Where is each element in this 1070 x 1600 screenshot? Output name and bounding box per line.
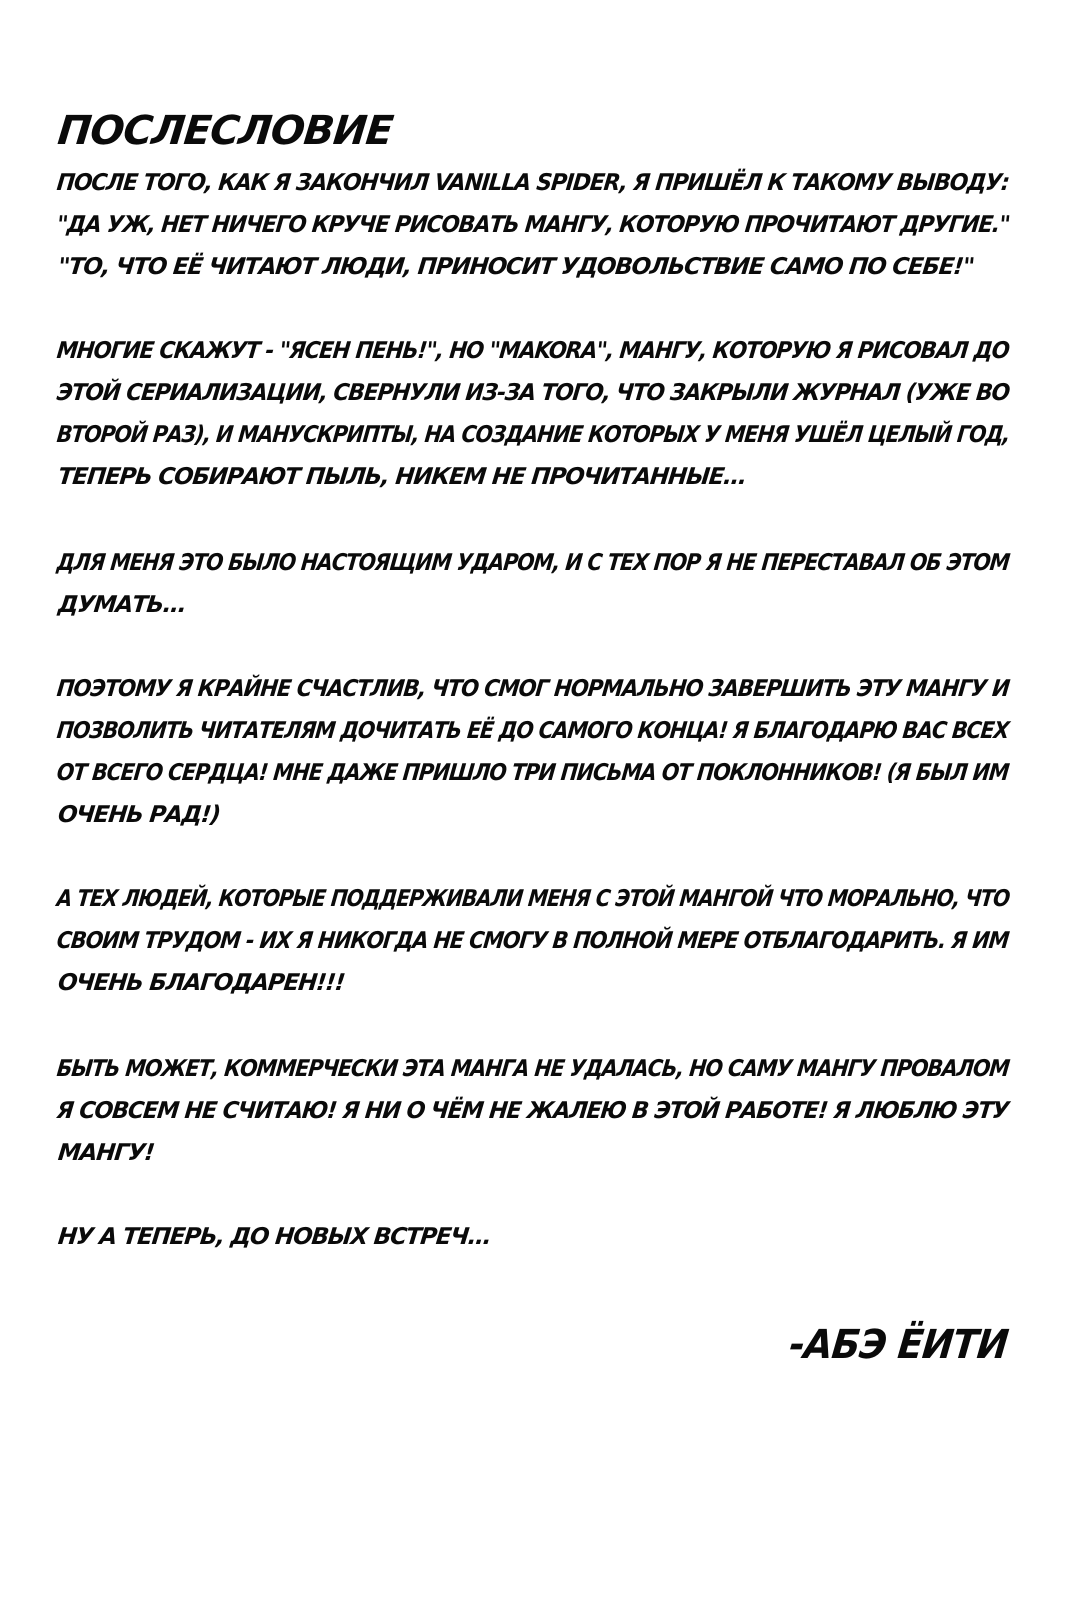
author-signature: -АБЭ ЁИТИ	[787, 1322, 1010, 1368]
text-line: А ТЕХ ЛЮДЕЙ, КОТОРЫЕ ПОДДЕРЖИВАЛИ МЕНЯ С ЭТОЙ МАНГОЙ ЧТО МОРАЛЬНО, ЧТО	[55, 886, 1011, 912]
text-line: ТЕПЕРЬ СОБИРАЮТ ПЫЛЬ, НИКЕМ НЕ ПРОЧИТАННЫЕ...	[56, 464, 748, 490]
text-line: ОЧЕНЬ РАД!)	[56, 802, 222, 828]
text-line: НУ А ТЕПЕРЬ, ДО НОВЫХ ВСТРЕЧ...	[56, 1224, 492, 1250]
text-line: МНОГИЕ СКАЖУТ - "ЯСЕН ПЕНЬ!", НО "MAKORA", МАНГУ, КОТОРУЮ Я РИСОВАЛ ДО	[55, 338, 1011, 364]
text-line: ОТ ВСЕГО СЕРДЦА! МНЕ ДАЖЕ ПРИШЛО ТРИ ПИСЬМА ОТ ПОКЛОННИКОВ! (Я БЫЛ ИМ	[55, 760, 1010, 786]
text-line: "ТО, ЧТО ЕЁ ЧИТАЮТ ЛЮДИ, ПРИНОСИТ УДОВОЛЬСТВИЕ САМО ПО СЕБЕ!"	[56, 254, 975, 280]
text-line: ВТОРОЙ РАЗ), И МАНУСКРИПТЫ, НА СОЗДАНИЕ КОТОРЫХ У МЕНЯ УШЁЛ ЦЕЛЫЙ ГОД,	[55, 422, 1011, 448]
text-line: ПОЭТОМУ Я КРАЙНЕ СЧАСТЛИВ, ЧТО СМОГ НОРМАЛЬНО ЗАВЕРШИТЬ ЭТУ МАНГУ И	[55, 676, 1011, 702]
text-line: "ДА УЖ, НЕТ НИЧЕГО КРУЧЕ РИСОВАТЬ МАНГУ, КОТОРУЮ ПРОЧИТАЮТ ДРУГИЕ."	[55, 212, 1011, 238]
text-line: ЭТОЙ СЕРИАЛИЗАЦИИ, СВЕРНУЛИ ИЗ-ЗА ТОГО, ЧТО ЗАКРЫЛИ ЖУРНАЛ (УЖЕ ВО	[55, 380, 1011, 406]
page-title: ПОСЛЕСЛОВИЕ	[55, 108, 395, 154]
text-line: ПОСЛЕ ТОГО, КАК Я ЗАКОНЧИЛ VANILLA SPIDER, Я ПРИШЁЛ К ТАКОМУ ВЫВОДУ:	[55, 170, 1011, 196]
text-line: ОЧЕНЬ БЛАГОДАРЕН!!!	[56, 970, 346, 996]
text-line: ДЛЯ МЕНЯ ЭТО БЫЛО НАСТОЯЩИМ УДАРОМ, И С ТЕХ ПОР Я НЕ ПЕРЕСТАВАЛ ОБ ЭТОМ	[55, 550, 1011, 576]
text-line: БЫТЬ МОЖЕТ, КОММЕРЧЕСКИ ЭТА МАНГА НЕ УДАЛАСЬ, НО САМУ МАНГУ ПРОВАЛОМ	[55, 1056, 1011, 1082]
text-line: ПОЗВОЛИТЬ ЧИТАТЕЛЯМ ДОЧИТАТЬ ЕЁ ДО САМОГО КОНЦА! Я БЛАГОДАРЮ ВАС ВСЕХ	[55, 718, 1010, 744]
text-line: Я СОВСЕМ НЕ СЧИТАЮ! Я НИ О ЧЁМ НЕ ЖАЛЕЮ В ЭТОЙ РАБОТЕ! Я ЛЮБЛЮ ЭТУ	[55, 1098, 1010, 1124]
text-line: ДУМАТЬ...	[56, 592, 187, 618]
text-line: СВОИМ ТРУДОМ - ИХ Я НИКОГДА НЕ СМОГУ В ПОЛНОЙ МЕРЕ ОТБЛАГОДАРИТЬ. Я ИМ	[55, 928, 1010, 954]
text-line: МАНГУ!	[56, 1140, 156, 1166]
